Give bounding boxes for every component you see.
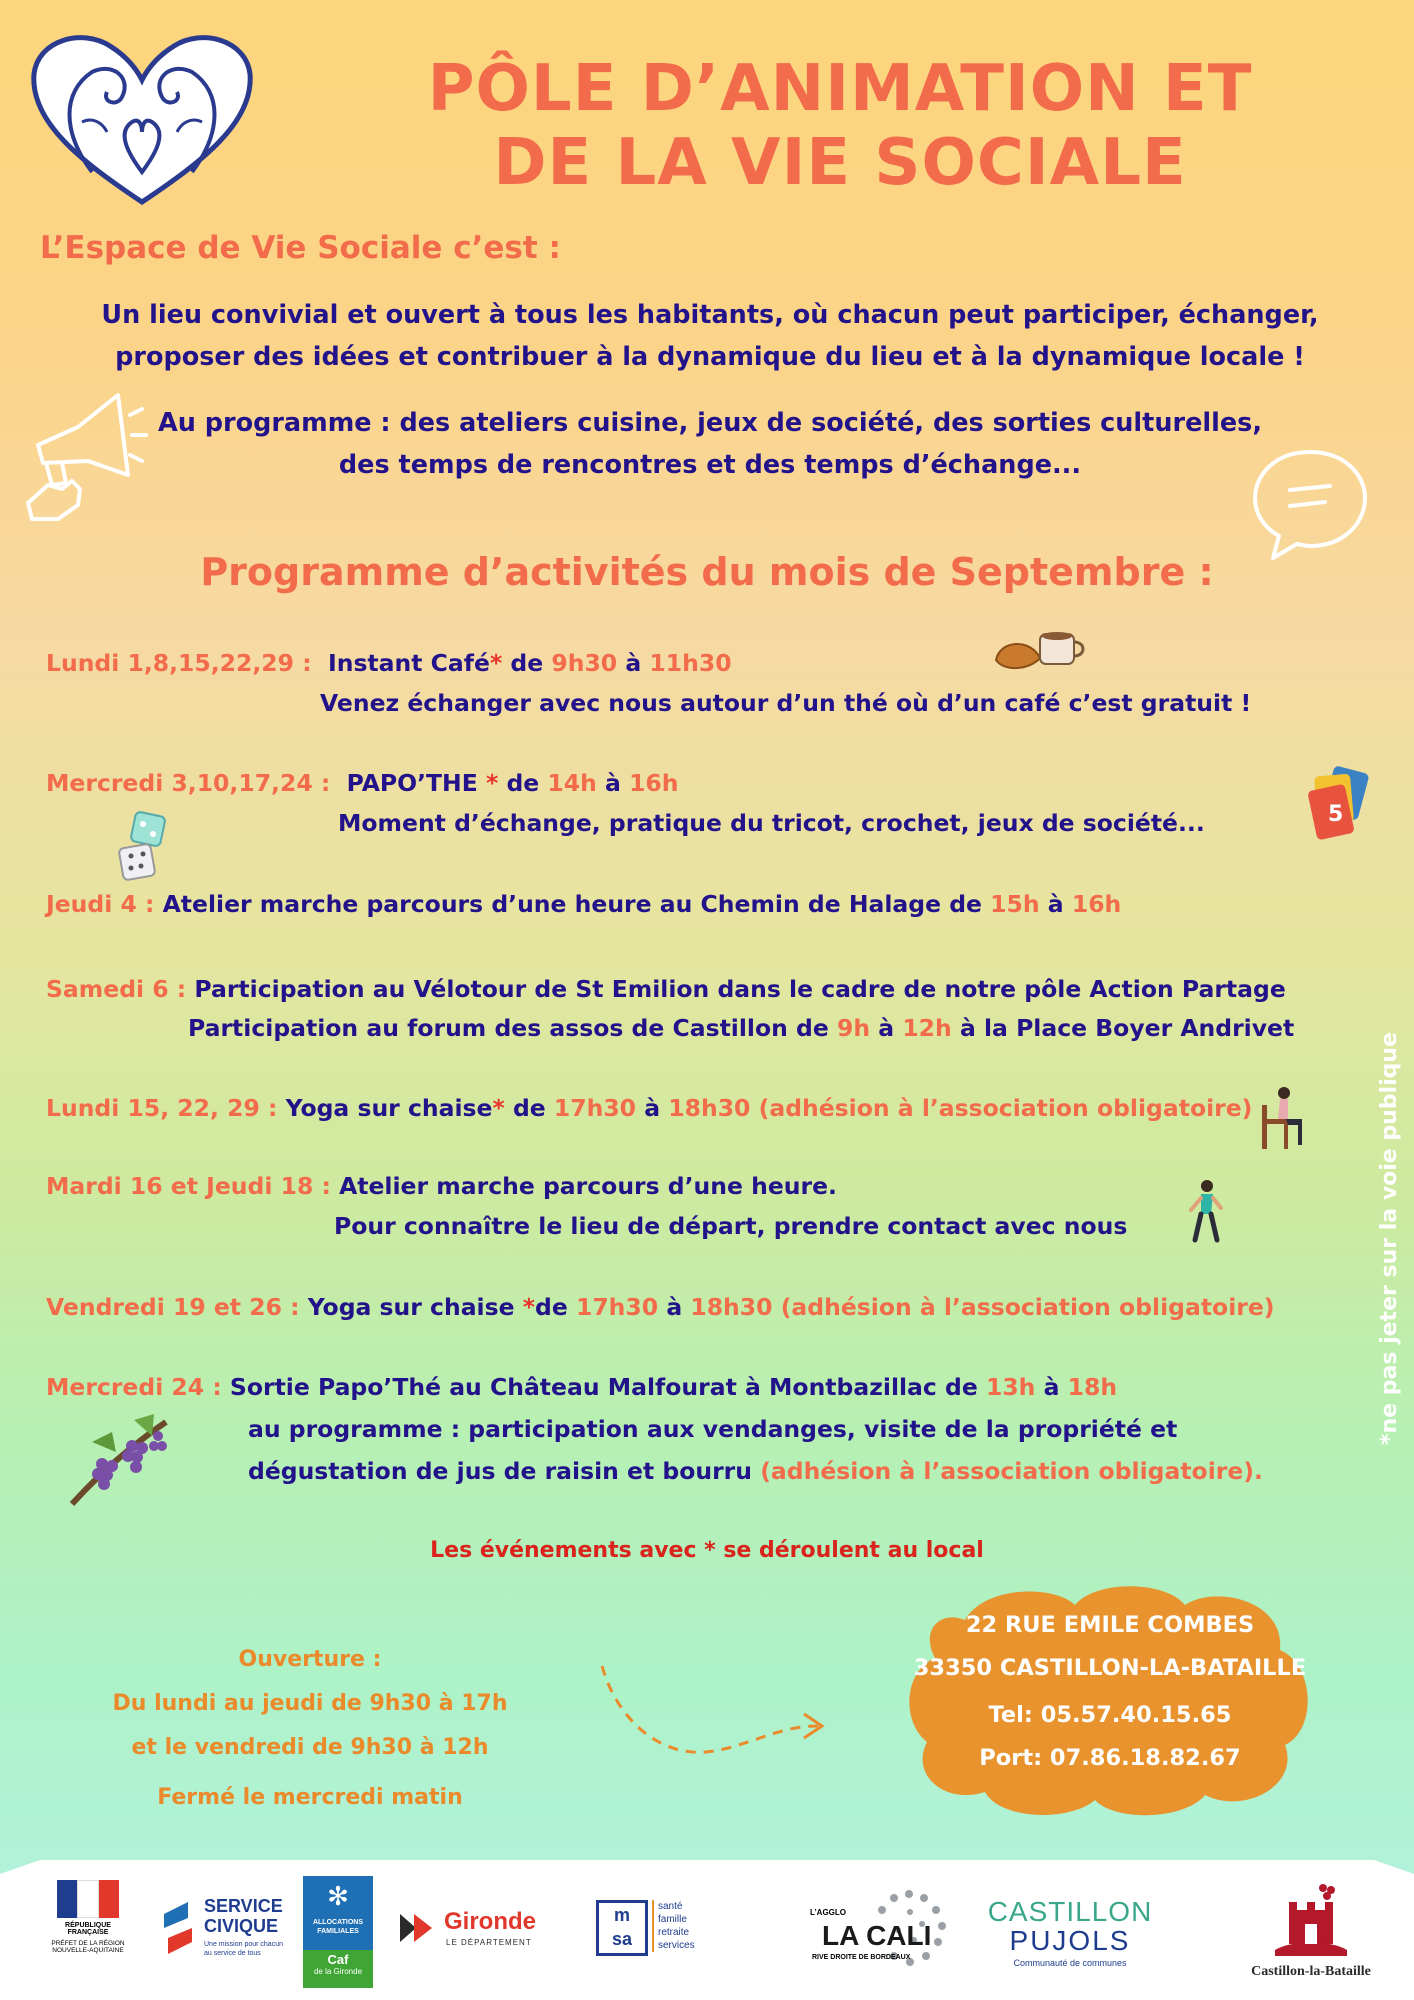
dashed-arrow-icon bbox=[596, 1656, 836, 1776]
caf-text: de la Gironde bbox=[313, 1967, 363, 1976]
castillon-pujols-text: PUJOLS bbox=[1009, 1925, 1131, 1956]
opening-line: Du lundi au jeudi de 9h30 à 17h bbox=[112, 1691, 508, 1716]
gironde-text: LE DÉPARTEMENT bbox=[446, 1938, 532, 1947]
prefet-logo bbox=[48, 1876, 128, 1986]
msa-mark: m sa bbox=[596, 1900, 648, 1956]
local-events-note: Les événements avec * se déroulent au local bbox=[430, 1538, 984, 1563]
service-civique-text: CIVIQUE bbox=[204, 1916, 279, 1936]
phone-number: Tel: 05.57.40.15.65 bbox=[988, 1702, 1232, 1728]
msa-logo bbox=[596, 1900, 716, 1960]
intro-heading: L’Espace de Vie Sociale c’est : bbox=[40, 230, 561, 266]
page-title bbox=[360, 52, 1320, 200]
gironde-text: Gironde bbox=[444, 1908, 537, 1935]
gironde-logo bbox=[398, 1906, 568, 1956]
castillon-la-bataille-logo bbox=[1236, 1880, 1386, 1984]
msa-text: famille bbox=[658, 1914, 687, 1925]
playing-cards-icon bbox=[1302, 765, 1382, 845]
activity-day: Mercredi 24 : bbox=[46, 1373, 222, 1401]
word-de: de bbox=[512, 1094, 546, 1122]
activity-4-line-2 bbox=[188, 1008, 1294, 1048]
intro-line: Un lieu convivial et ouvert à tous les habitants, où chacun peut participer, échanger, bbox=[101, 300, 1319, 330]
recycling-note: *ne pas jeter sur la voie publique bbox=[1377, 1032, 1402, 1445]
prefet-text: RÉPUBLIQUE FRANÇAISE bbox=[65, 1922, 111, 1936]
caf-text: Caf bbox=[327, 1952, 349, 1967]
castillon-pujols-text: Communauté de communes bbox=[1013, 1958, 1127, 1968]
svg-text:5: 5 bbox=[1328, 802, 1344, 827]
end-time: 18h30 bbox=[668, 1094, 751, 1122]
word-a: à bbox=[644, 1094, 661, 1122]
intro-paragraph-1 bbox=[60, 294, 1360, 378]
activity-text: à la Place Boyer Andrivet bbox=[959, 1014, 1295, 1042]
word-de: de bbox=[506, 769, 540, 797]
service-civique-mark bbox=[158, 1898, 198, 1958]
activity-4 bbox=[46, 969, 1286, 1009]
intro-line: Au programme : des ateliers cuisine, jeux de société, des sorties culturelles, bbox=[157, 408, 1263, 438]
word-a: à bbox=[666, 1293, 683, 1321]
activity-text: Participation au forum des assos de Castillon de bbox=[188, 1014, 829, 1042]
membership-note: (adhésion à l’association obligatoire). bbox=[760, 1457, 1263, 1485]
la-cali-text: RIVE DROITE DE BORDEAUX bbox=[812, 1954, 911, 1961]
activity-day: Vendredi 19 et 26 : bbox=[46, 1293, 300, 1321]
activity-3 bbox=[46, 884, 1121, 924]
yoga-chair-icon bbox=[1258, 1085, 1308, 1149]
word-a: à bbox=[878, 1014, 895, 1042]
address-city: 33350 CASTILLON-LA-BATAILLE bbox=[913, 1655, 1307, 1681]
activity-2 bbox=[46, 763, 679, 803]
activity-2-desc: Moment d’échange, pratique du tricot, crochet, jeux de société... bbox=[338, 809, 1205, 837]
start-time: 15h bbox=[990, 890, 1040, 918]
prefet-text: PRÉFET DE LA RÉGION NOUVELLE-AQUITAINE bbox=[51, 1940, 125, 1954]
la-cali-text: LA CALI bbox=[822, 1920, 932, 1951]
activity-1 bbox=[46, 643, 732, 683]
asterisk: * bbox=[485, 769, 499, 797]
activity-6 bbox=[46, 1166, 837, 1206]
start-time: 17h30 bbox=[553, 1094, 637, 1122]
intro-line: des temps de rencontres et des temps d’échange... bbox=[338, 450, 1082, 480]
megaphone-icon bbox=[18, 385, 148, 525]
activity-name: Yoga sur chaise bbox=[285, 1094, 493, 1122]
activity-day: Samedi 6 : bbox=[46, 975, 187, 1003]
word-a: à bbox=[1043, 1373, 1060, 1401]
la-cali-logo bbox=[810, 1884, 960, 1980]
activity-name: PAPO’THE bbox=[346, 769, 478, 797]
service-civique-text: SERVICE bbox=[204, 1896, 283, 1916]
end-time: 18h30 bbox=[690, 1293, 773, 1321]
gironde-mark bbox=[398, 1910, 438, 1946]
activity-text: Atelier marche parcours d’une heure. bbox=[339, 1172, 837, 1200]
opening-line: et le vendredi de 9h30 à 12h bbox=[131, 1735, 489, 1760]
start-time: 17h30 bbox=[575, 1293, 659, 1321]
activity-5 bbox=[46, 1088, 1252, 1128]
activity-day: Mercredi 3,10,17,24 : bbox=[46, 769, 331, 797]
heart-swan-logo bbox=[22, 22, 262, 212]
start-time: 9h bbox=[836, 1014, 871, 1042]
opening-title: Ouverture : bbox=[238, 1647, 382, 1672]
program-title: Programme d’activités du mois de Septembre : bbox=[200, 550, 1214, 594]
end-time: 11h30 bbox=[649, 649, 732, 677]
intro-paragraph-2 bbox=[60, 402, 1360, 486]
asterisk: * bbox=[489, 649, 503, 677]
caf-logo bbox=[303, 1876, 373, 1988]
mobile-number: Port: 07.86.18.82.67 bbox=[979, 1745, 1241, 1771]
caf-text: ALLOCATIONS FAMILIALES bbox=[312, 1919, 364, 1935]
asterisk: * bbox=[522, 1293, 536, 1321]
activity-1-desc: Venez échanger avec nous autour d’un thé où d’un café c’est gratuit ! bbox=[320, 689, 1252, 717]
service-civique-tagline: Une mission pour chacun au service de tous bbox=[204, 1941, 283, 1957]
activity-name: Yoga sur chaise bbox=[307, 1293, 515, 1321]
title-line-2: DE LA VIE SOCIALE bbox=[493, 126, 1187, 200]
service-civique-logo bbox=[158, 1890, 283, 1970]
intro-line: proposer des idées et contribuer à la dynamique du lieu et à la dynamique locale ! bbox=[115, 342, 1305, 372]
start-time: 9h30 bbox=[551, 649, 618, 677]
castillon-la-bataille-text: Castillon-la-Bataille bbox=[1251, 1964, 1371, 1979]
dice-icon bbox=[115, 810, 175, 885]
activity-text: dégustation de jus de raisin et bourru bbox=[248, 1457, 752, 1485]
end-time: 12h bbox=[902, 1014, 952, 1042]
word-de: de bbox=[535, 1293, 568, 1321]
start-time: 13h bbox=[985, 1373, 1036, 1401]
activity-8-line-2: au programme : participation aux vendanges, visite de la propriété et bbox=[248, 1415, 1178, 1443]
activity-day: Lundi 15, 22, 29 : bbox=[46, 1094, 278, 1122]
activity-8 bbox=[46, 1367, 1117, 1407]
activity-name: Atelier marche parcours d’une heure au Chemin de Halage de bbox=[162, 890, 982, 918]
word-a: à bbox=[625, 649, 642, 677]
activity-day: Mardi 16 et Jeudi 18 : bbox=[46, 1172, 331, 1200]
opening-line: Fermé le mercredi matin bbox=[157, 1785, 463, 1810]
activity-name: Instant Café bbox=[327, 649, 490, 677]
activity-6-line-2: Pour connaître le lieu de départ, prendre contact avec nous bbox=[334, 1212, 1128, 1240]
activity-text: Sortie Papo’Thé au Château Malfourat à Montbazillac de bbox=[229, 1373, 978, 1401]
word-de: de bbox=[510, 649, 544, 677]
coffee-croissant-icon bbox=[990, 620, 1090, 680]
membership-note: (adhésion à l’association obligatoire) bbox=[758, 1094, 1253, 1122]
address-block bbox=[905, 1604, 1315, 1780]
msa-text: retraite bbox=[658, 1927, 690, 1938]
activity-text: Participation au Vélotour de St Emilion dans le cadre de notre pôle Action Partage bbox=[194, 975, 1286, 1003]
opening-hours bbox=[90, 1638, 530, 1820]
msa-text: santé bbox=[658, 1901, 683, 1912]
address-street: 22 RUE EMILE COMBES bbox=[965, 1612, 1255, 1638]
end-time: 18h bbox=[1067, 1373, 1118, 1401]
word-a: à bbox=[1047, 890, 1064, 918]
grapes-vine-icon bbox=[62, 1412, 172, 1512]
activity-day: Lundi 1,8,15,22,29 : bbox=[46, 649, 312, 677]
word-a: à bbox=[605, 769, 621, 797]
activity-8-line-3 bbox=[248, 1451, 1263, 1491]
castle-grapes-icon bbox=[1271, 1880, 1351, 1960]
asterisk: * bbox=[492, 1094, 505, 1122]
walking-woman-icon bbox=[1185, 1178, 1225, 1244]
end-time: 16h bbox=[1071, 890, 1122, 918]
end-time: 16h bbox=[629, 769, 679, 797]
castillon-pujols-logo bbox=[970, 1896, 1170, 1976]
msa-text: services bbox=[658, 1940, 695, 1951]
activity-7 bbox=[46, 1287, 1275, 1327]
activity-day: Jeudi 4 : bbox=[46, 890, 155, 918]
castillon-pujols-text: CASTILLON bbox=[987, 1896, 1153, 1927]
title-line-1: PÔLE D’ANIMATION ET bbox=[427, 52, 1253, 126]
membership-note: (adhésion à l’association obligatoire) bbox=[780, 1293, 1275, 1321]
start-time: 14h bbox=[547, 769, 597, 797]
la-cali-text: L’AGGLO bbox=[810, 1908, 846, 1917]
caf-figures-icon: ✻ bbox=[327, 1882, 349, 1912]
